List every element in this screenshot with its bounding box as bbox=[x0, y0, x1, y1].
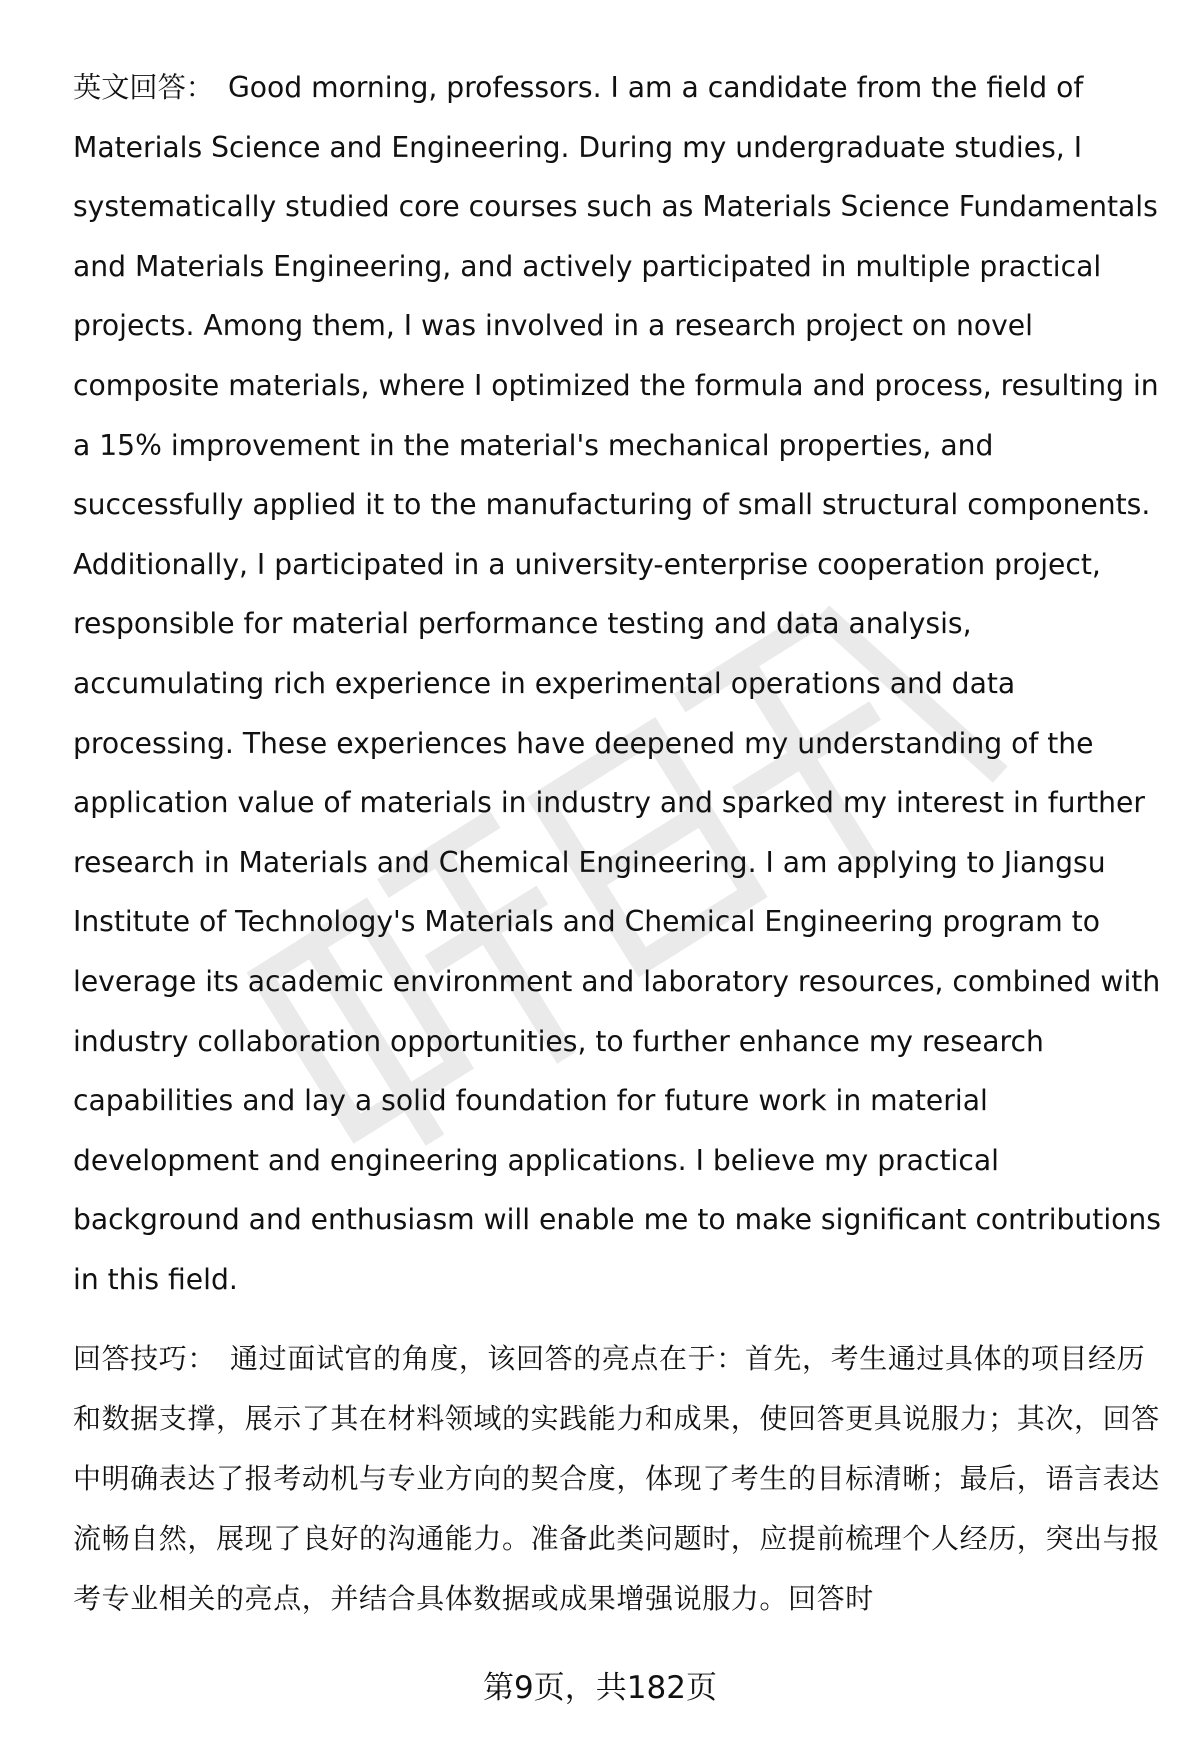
answer-tips-text: 通过面试官的角度，该回答的亮点在于：首先，考生通过具体的项目经历和数据支撑，展示了其在材料领域的实践能力和成果，使回答更具说服力；其次，回答中明确表达了报考动机与专业方向的契合度，体现了考生的目标清晰；最后，语言表达流畅自然，展现了良好的沟通能力。准备此类问题时，应提前梳理个人经历，突出与报考专业相关的亮点，并结合具体数据或成果增强说服力。回答时 bbox=[73, 1342, 1160, 1616]
answer-tips-label: 回答技巧： bbox=[73, 1342, 217, 1376]
english-answer-paragraph bbox=[73, 58, 1163, 1309]
answer-tips-paragraph bbox=[73, 1329, 1163, 1629]
document-content bbox=[73, 58, 1163, 1629]
english-answer-text: Good morning, professors. I am a candidate from the field of Materials Science and Engineering. During my undergraduate studies, I systematically studied core courses such as Materials Science Fundamentals and Materials Engineering, and actively participated in multiple practical projects. Among them, I was involved in a research project on novel composite materials, where I optimized the formula and process, resulting in a 15% improvement in the material's mechanical properties, and successfully applied it to the manufacturing of small structural components. Additionally, I participated in a university-enterprise cooperation project, responsible for material performance testing and data analysis, accumulating rich experience in experimental operations and data processing. These experiences have deepened my understanding of the application value of materials in industry and sparked my interest in further research in Materials and Chemical Engineering. I am applying to Jiangsu Institute of Technology's Materials and Chemical Engineering program to leverage its academic environment and laboratory resources, combined with industry collaboration opportunities, to further enhance my research capabilities and lay a solid foundation for future work in material development and engineering applications. I believe my practical background and enthusiasm will enable me to make significant contributions in this field. bbox=[73, 71, 1161, 1296]
page-footer bbox=[0, 1668, 1200, 1708]
page-indicator: 第9页，共182页 bbox=[483, 1670, 717, 1706]
english-answer-label: 英文回答： bbox=[73, 71, 214, 104]
